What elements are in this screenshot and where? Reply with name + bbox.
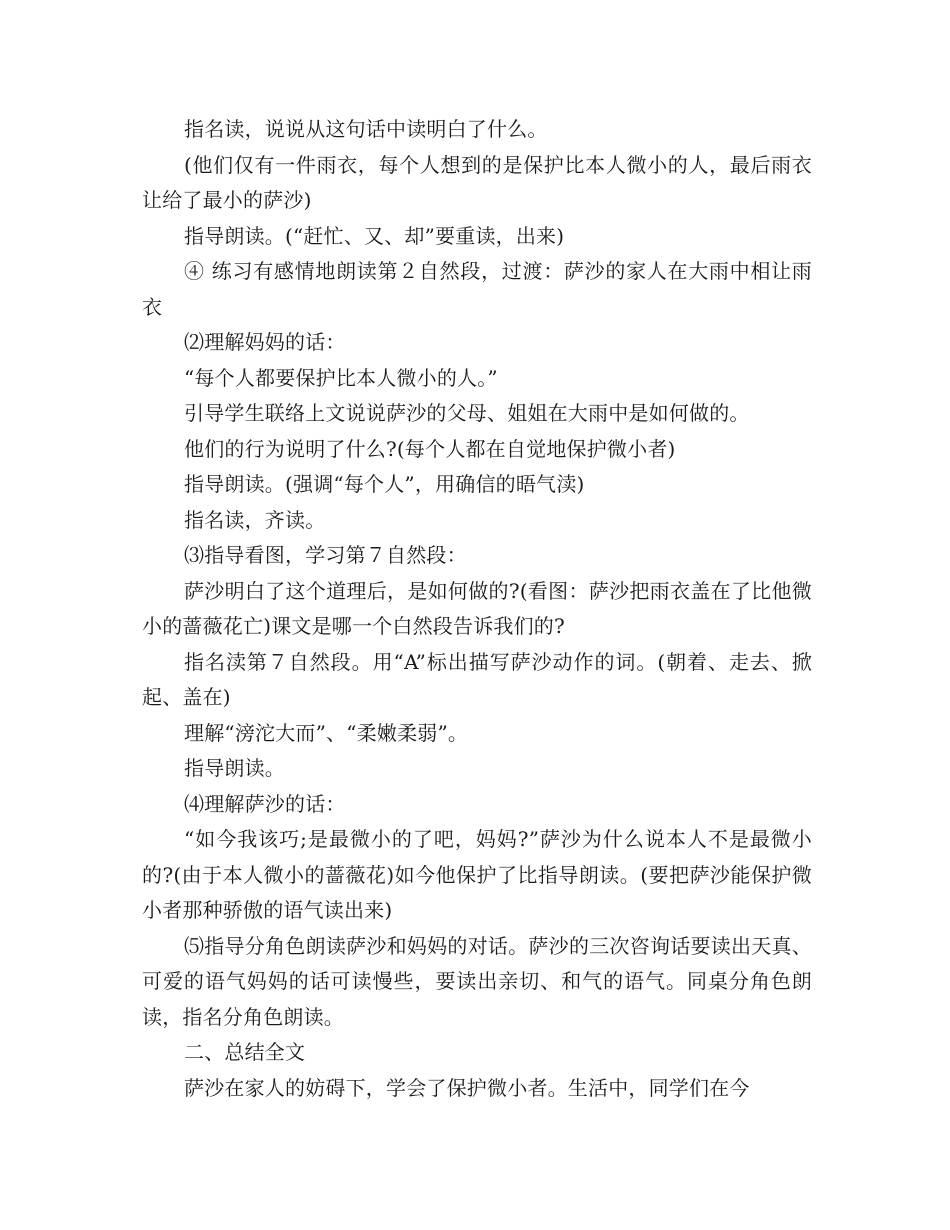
- paragraph: 指导朗读。(“赶忙、又、却”要重读，出来): [184, 223, 565, 248]
- paragraph: (他们仅有一件雨衣，每个人想到的是保护比本人微小的人，最后雨衣让给了最小的萨沙): [142, 152, 812, 212]
- paragraph: ⑶指导看图，学习第７自然段：: [184, 543, 467, 567]
- paragraph: ④ 练习有感情地朗读第２自然段，过渡：萨沙的家人在大雨中相让雨衣: [142, 259, 812, 319]
- document-body: [142, 112, 812, 1106]
- paragraph: 指名读，齐读。: [184, 507, 326, 532]
- paragraph: 理解“滂沱大而”、“柔嫩柔弱”。: [184, 720, 469, 745]
- paragraph: “如今我该巧;是最微小的了吧，妈妈?”萨沙为什么说本人不是最微小的?(由于本人微小的蔷薇花)如今他保护了比指导朗读。(要把萨沙能保护微小者那种骄傲的语气读出来): [142, 827, 812, 922]
- paragraph: 指名读，说说从这句话中读明白了什么。: [184, 117, 548, 141]
- paragraph: 指导朗读。: [184, 756, 285, 780]
- paragraph: 他们的行为说明了什么?(每个人都在自觉地保护微小者): [184, 436, 676, 461]
- paragraph: ⑷理解萨沙的话：: [184, 791, 346, 816]
- paragraph: ⑸指导分角色朗读萨沙和妈妈的对话。萨沙的三次咨询话要读出天真、可爱的语气妈妈的话可读慢些，要读出亲切、和气的语气。同桌分角色朗读，指名分角色朗读。: [142, 933, 812, 1029]
- section-heading: 二、总结全文: [184, 1040, 306, 1064]
- paragraph: 引导学生联络上文说说萨沙的父母、姐姐在大雨中是如何做的。: [184, 401, 750, 425]
- paragraph: 指名渎第７自然段。用“A”标出描写萨沙动作的词。(朝着、走去、掀起、盖在): [142, 649, 812, 709]
- paragraph: 指导朗读。(强调“每个人”，用确信的晤气渎): [184, 472, 585, 496]
- paragraph: 萨沙在家人的妨碍下，学会了保护微小者。生活中，同学们在今: [184, 1075, 750, 1100]
- paragraph: ⑵理解妈妈的话：: [184, 330, 346, 354]
- paragraph: 萨沙明白了这个道理后，是如何做的?(看图：萨沙把雨衣盖在了比他微小的蔷薇花亡)课文是哪一个白然段告诉我们的?: [142, 578, 812, 638]
- paragraph: “每个人都要保护比本人微小的人。”: [184, 365, 498, 390]
